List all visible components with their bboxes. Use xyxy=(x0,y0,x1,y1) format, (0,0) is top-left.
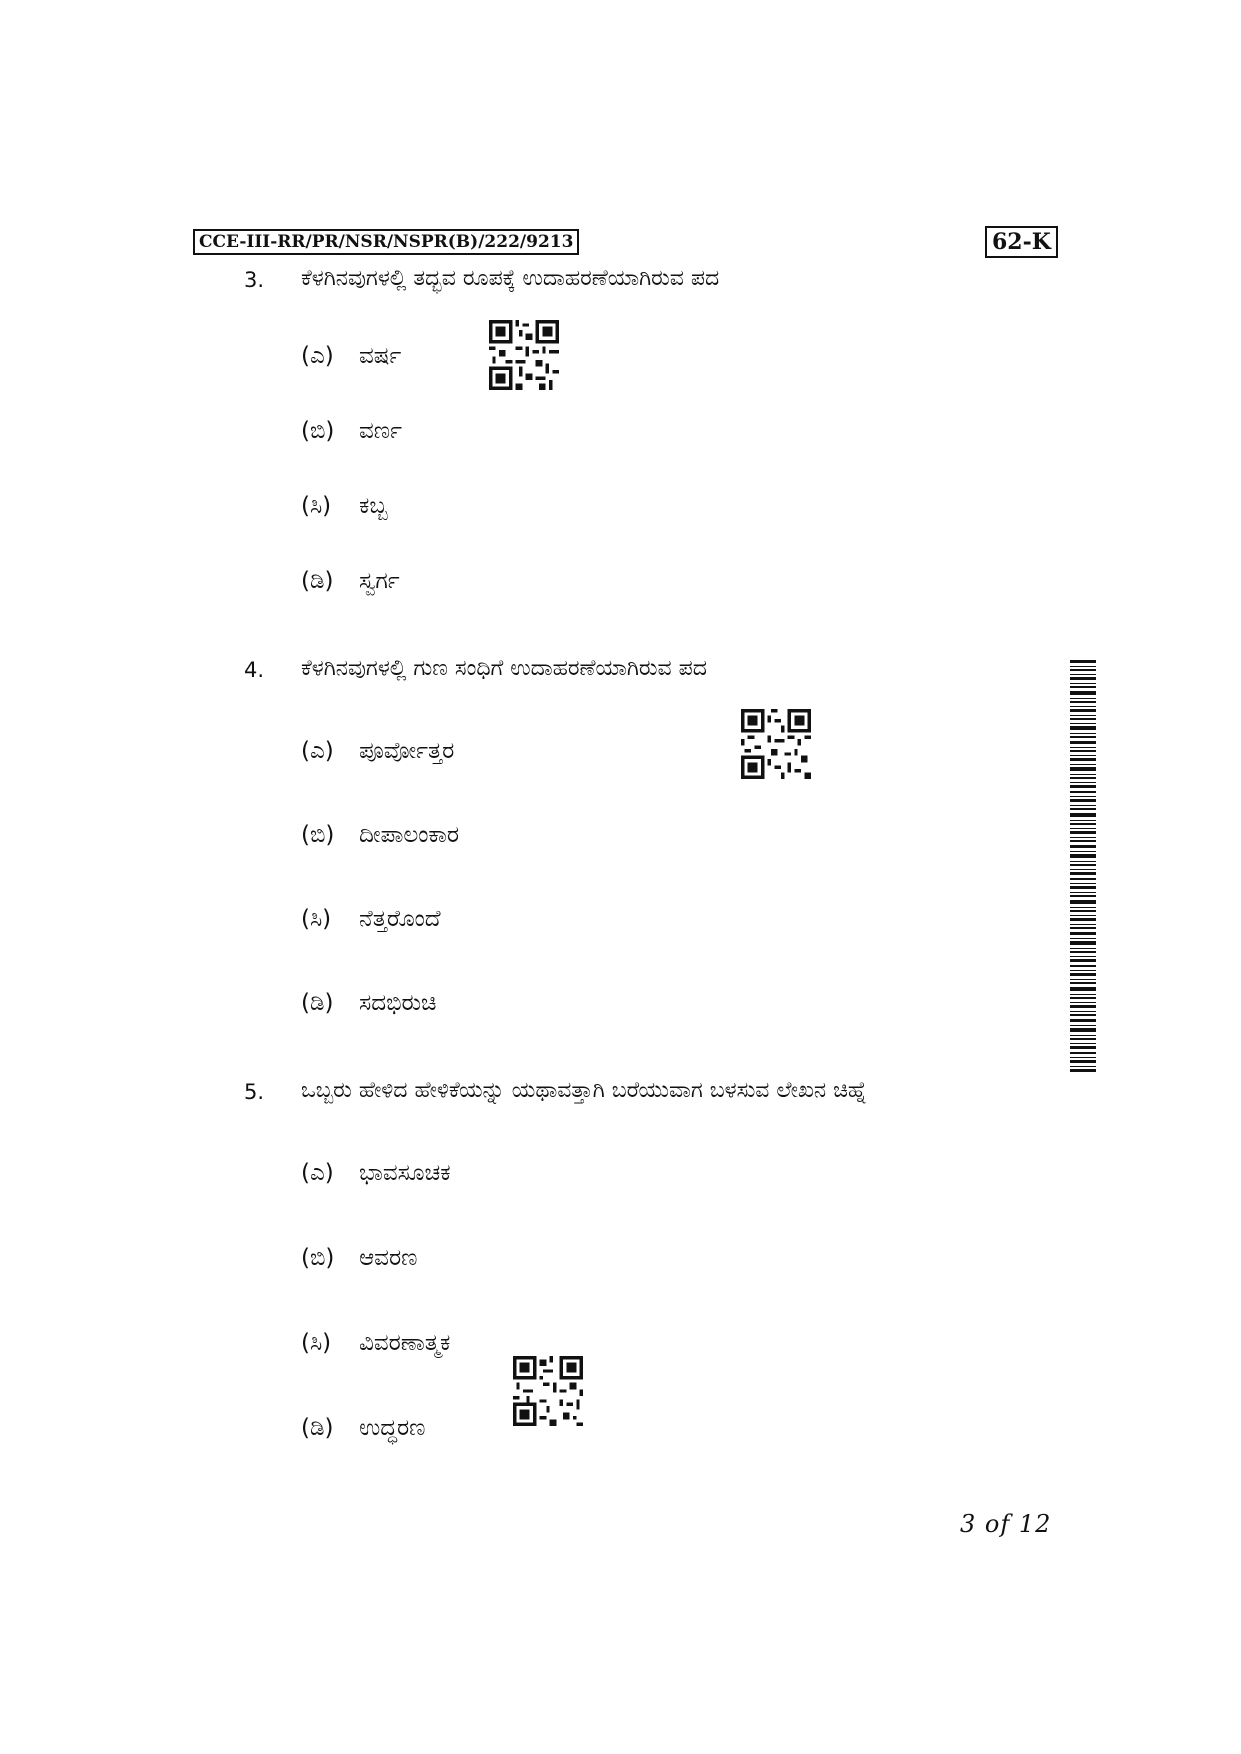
option-text: ಆವರಣ xyxy=(359,1245,418,1271)
question-5-option-a xyxy=(301,1160,451,1186)
option-text: ದೀಪಾಲಂಕಾರ xyxy=(359,822,460,848)
option-label: (ಎ) xyxy=(301,343,334,369)
exam-code: CCE-III-RR/PR/NSR/NSPR(B)/222/9213 xyxy=(193,229,579,255)
option-text: ಪೂರ್ವೋತ್ತರ xyxy=(359,738,455,764)
option-label: (ಬಿ) xyxy=(301,418,335,444)
qr-code-icon xyxy=(489,320,559,390)
option-text: ನೆತ್ತರೊಂದೆ xyxy=(359,906,441,932)
qr-code-icon xyxy=(513,1356,583,1426)
page-number: 3 of 12 xyxy=(960,1510,1052,1538)
question-5-option-b xyxy=(301,1245,417,1271)
barcode-icon xyxy=(1070,660,1096,1072)
option-text: ಭಾವಸೂಚಕ xyxy=(359,1160,451,1186)
question-3-option-c xyxy=(301,493,388,519)
option-text: ಸ್ವರ್ಗ xyxy=(359,568,400,594)
question-4-number: 4. xyxy=(244,658,265,682)
question-3-number: 3. xyxy=(244,268,265,292)
option-label: (ಸಿ) xyxy=(301,493,332,519)
option-text: ವರ್ಣ xyxy=(359,418,402,444)
option-label: (ಸಿ) xyxy=(301,906,332,932)
option-text: ಉದ್ಧರಣ xyxy=(359,1415,426,1441)
option-label: (ಎ) xyxy=(301,1160,334,1186)
option-text: ವರ್ಷ xyxy=(359,343,402,369)
option-label: (ಡಿ) xyxy=(301,568,334,594)
paper-code: 62-K xyxy=(985,226,1058,258)
question-3-option-b xyxy=(301,418,402,444)
option-text: ವಿವರಣಾತ್ಮಕ xyxy=(359,1330,451,1356)
question-3-option-d xyxy=(301,568,400,594)
option-label: (ಬಿ) xyxy=(301,1245,335,1271)
question-5-text: ಒಬ್ಬರು ಹೇಳಿದ ಹೇಳಿಕೆಯನ್ನು ಯಥಾವತ್ತಾಗಿ ಬರೆಯುವಾಗ ಬಳಸುವ ಲೇಖನ ಚಿಹ್ನೆ xyxy=(301,1078,868,1103)
question-4-option-d xyxy=(301,990,436,1016)
question-5-option-c xyxy=(301,1330,450,1356)
question-3-option-a xyxy=(301,343,401,369)
question-5-number: 5. xyxy=(244,1080,265,1104)
option-label: (ಬಿ) xyxy=(301,822,335,848)
option-text: ಕಬ್ಬ xyxy=(359,493,388,519)
option-label: (ಡಿ) xyxy=(301,990,334,1016)
question-4-text: ಕೆಳಗಿನವುಗಳಲ್ಲಿ ಗುಣ ಸಂಧಿಗೆ ಉದಾಹರಣೆಯಾಗಿರುವ ಪದ xyxy=(301,656,707,681)
option-label: (ಡಿ) xyxy=(301,1415,334,1441)
question-3-text: ಕೆಳಗಿನವುಗಳಲ್ಲಿ ತದ್ಭವ ರೂಪಕ್ಕೆ ಉದಾಹರಣೆಯಾಗಿರುವ ಪದ xyxy=(301,266,720,291)
question-4-option-a xyxy=(301,738,454,764)
option-label: (ಎ) xyxy=(301,738,334,764)
option-label: (ಸಿ) xyxy=(301,1330,332,1356)
option-text: ಸದಭಿರುಚಿ xyxy=(359,990,437,1016)
question-4-option-c xyxy=(301,906,441,932)
qr-code-icon xyxy=(741,709,811,779)
question-5-option-d xyxy=(301,1415,426,1441)
question-4-option-b xyxy=(301,822,459,848)
